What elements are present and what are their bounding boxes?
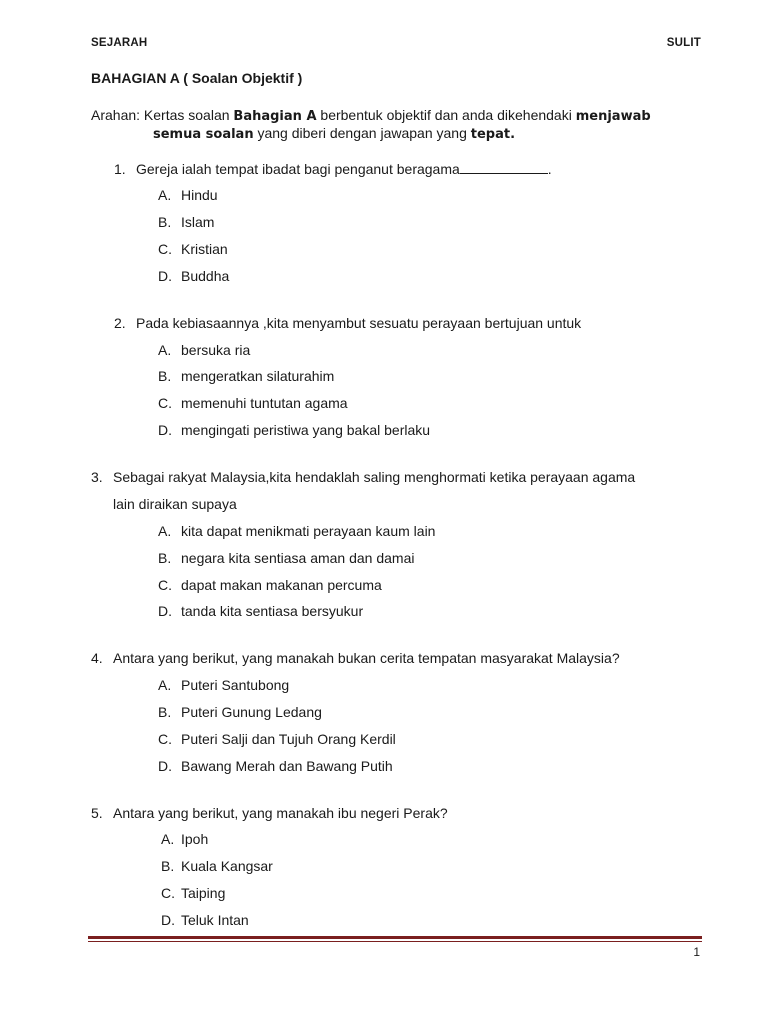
option-3b: B. negara kita sentiasa aman dan damai <box>158 550 415 566</box>
instructions-bold-section: Bahagian A <box>233 109 317 124</box>
instructions-bold-answer: menjawab <box>575 109 651 124</box>
question-text: Pada kebiasaannya ,kita menyambut sesuatu perayaan bertujuan untuk <box>136 315 582 331</box>
instructions-bold-correct: tepat. <box>470 127 516 142</box>
instructions-mid-2: yang diberi dengan jawapan yang <box>253 125 471 141</box>
footer-rule-thick <box>88 936 702 939</box>
page-number: 1 <box>693 945 700 959</box>
option-1d: D. Buddha <box>158 268 230 284</box>
section-title: BAHAGIAN A ( Soalan Objektif ) <box>91 70 303 86</box>
question-number: 4. <box>91 650 103 666</box>
header-classification: SULIT <box>666 37 701 49</box>
question-number: 2. <box>114 315 126 331</box>
option-1a: A. Hindu <box>158 187 218 203</box>
question-5 <box>91 805 448 821</box>
option-2c: C. memenuhi tuntutan agama <box>158 395 348 411</box>
answer-blank <box>460 161 548 174</box>
option-5c: C. Taiping <box>161 885 226 901</box>
option-4a: A. Puteri Santubong <box>158 677 290 693</box>
question-3-continuation: lain diraikan supaya <box>113 496 237 512</box>
question-text: Antara yang berikut, yang manakah bukan cerita tempatan masyarakat Malaysia? <box>113 650 620 666</box>
option-5b: B. Kuala Kangsar <box>161 858 273 874</box>
option-2d: D. mengingati peristiwa yang bakal berlaku <box>158 422 431 438</box>
option-2a: A. bersuka ria <box>158 342 251 358</box>
question-2 <box>114 315 581 331</box>
question-number: 5. <box>91 805 103 821</box>
option-1b: B. Islam <box>158 214 215 230</box>
instructions-line-2 <box>153 125 515 142</box>
question-1 <box>114 161 552 177</box>
instructions-mid: berbentuk objektif dan anda dikehendaki <box>316 107 576 123</box>
option-4b: B. Puteri Gunung Ledang <box>158 704 322 720</box>
instructions-bold-all: semua soalan <box>153 127 254 142</box>
footer-rule-thin <box>88 941 702 942</box>
question-text: Gereja ialah tempat ibadat bagi penganut beragama <box>136 161 460 177</box>
option-4d: D. Bawang Merah dan Bawang Putih <box>158 758 393 774</box>
option-2b: B. mengeratkan silaturahim <box>158 368 335 384</box>
option-1c: C. Kristian <box>158 241 228 257</box>
question-number: 3. <box>91 469 103 485</box>
question-text: Sebagai rakyat Malaysia,kita hendaklah saling menghormati ketika perayaan agama <box>113 469 636 485</box>
question-suffix: . <box>547 161 552 177</box>
option-5d: D. Teluk Intan <box>161 912 249 928</box>
option-4c: C. Puteri Salji dan Tujuh Orang Kerdil <box>158 731 396 747</box>
question-4 <box>91 650 620 666</box>
question-text: Antara yang berikut, yang manakah ibu negeri Perak? <box>113 805 448 821</box>
option-3a: A. kita dapat menikmati perayaan kaum lain <box>158 523 436 539</box>
question-3 <box>91 469 635 485</box>
option-3d: D. tanda kita sentiasa bersyukur <box>158 603 364 619</box>
question-number: 1. <box>114 161 126 177</box>
option-3c: C. dapat makan makanan percuma <box>158 577 382 593</box>
instructions-line-1 <box>91 107 651 124</box>
instructions-prefix: Arahan: Kertas soalan <box>91 107 234 123</box>
option-5a: A. Ipoh <box>161 831 209 847</box>
header-subject: SEJARAH <box>91 37 148 49</box>
